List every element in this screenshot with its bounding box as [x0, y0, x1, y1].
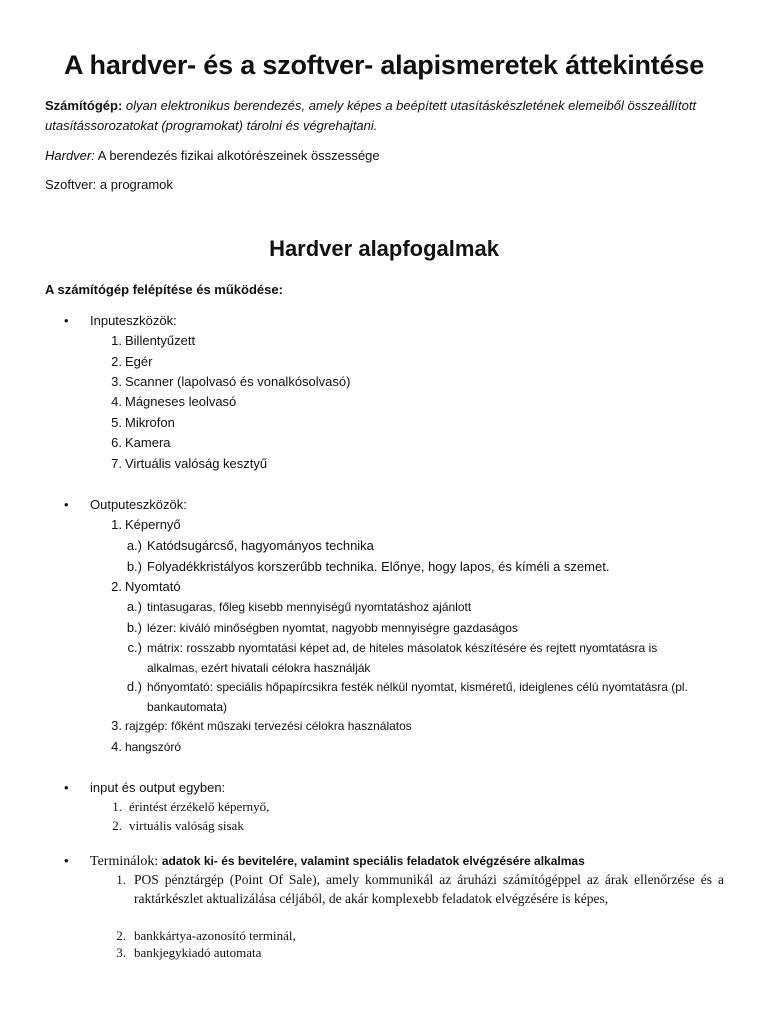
term-software: Szoftver:: [45, 177, 97, 192]
list-item: Mikrofon: [125, 415, 175, 430]
structure-heading: A számítógép felépítése és működése:: [45, 282, 283, 297]
text-software: a programok: [99, 177, 173, 192]
list-item-monitor: Képernyő: [125, 517, 181, 532]
sub-item: hőnyomtató: speciális hőpapírcsikra festék nélkül nyomtat, kisméretű, ideiglenes célú nyomtatásra (pl. bankautomata): [147, 680, 688, 714]
document-page: A hardver- és a szoftver- alapismeretek áttekintése Számítógép: olyan elektronikus berendezés, amely képes a beépített utasításkészletének elemeiből összeállított utasítássorozatokat (programokat) tárolni és végrehajtani. Hardver: A berendezés fizikai alkotórészeinek összessége Szoftver: a programok Hardver alapfogalmak A számítógép felépítése és működése: • Inputeszközök: 1. Billentyűzett 2. Egér 3. Scanner (lapolvasó és vonalkósolvasó) 4. Mágneses leolvasó 5. Mikrofon 6. Kamera 7. Virtuális valóság kesztyű • Outputeszközök: 1. Képernyő a.) Katódsugárcső, hagyományos technika b.) Folyadékkristályos korszerűbb technika. Előnye, hogy lapos, és kíméli a szemet. 2. Nyomtató a.) tintasugaras, főleg kisebb mennyiségű nyomtatáshoz ajánlott b.) lézer: kiváló minőségben nyomtat, nagyobb mennyiségre gazdaságos c.) mátrix: rosszabb nyomtatási képet ad, de hiteles másolatok készítésére és rejtett nyomtatásra is alkalmas, ezért hivatali célokra használják d.) hőnyomtató: speciális hőpapírcsikra festék nélkül nyomtat, kisméretű, ideiglenes célú nyomtatásra (pl. bankautomata) 3. rajzgép: főként műszaki tervezési célokra használatos 4. hangszóró • input és output egyben: 1. érintést érzékelő képernyő, 2. virtuális valóság sisak • Terminálok: adatok ki- és bevitelére, valamint speciális feladatok elvégzésére alkalmas 1. POS pénztárgép (Point Of Sale), amely kommunikál az áruházi számítógéppel az árak ellenőrzése és a raktárkészlet aktualizálása céljából, de akár komplexebb feladatok elvégzésére is képes, 2. bankkártya-azonosító terminál, 3. bankjegykiadó automata: [0, 0, 768, 1024]
list-item: Kamera: [125, 435, 171, 450]
list-item: Egér: [125, 354, 153, 369]
page-title: A hardver- és a szoftver- alapismeretek áttekintése: [63, 50, 705, 80]
text-hardware: A berendezés fizikai alkotórészeinek összessége: [97, 148, 380, 163]
bullet-icon: •: [64, 853, 69, 868]
term-hardware: Hardver:: [45, 148, 95, 163]
list-item: Mágneses leolvasó: [125, 394, 237, 409]
terminals-desc: adatok ki- és bevitelére, valamint speciális feladatok elvégzésére alkalmas: [161, 854, 585, 868]
sub-item: lézer: kiváló minőségben nyomtat, nagyobb mennyiségre gazdaságos: [147, 621, 518, 635]
definition-computer: [45, 96, 735, 136]
list-item: Billentyűzett: [125, 333, 196, 348]
terminals-label: Terminálok:: [90, 854, 159, 869]
sub-item: Folyadékkristályos korszerűbb technika. Előnye, hogy lapos, és kíméli a szemet.: [147, 559, 610, 574]
bullet-icon: •: [64, 780, 69, 795]
terminals-line: [90, 851, 585, 872]
text-computer: olyan elektronikus berendezés, amely képes a beépített utasításkészletének elemeiből összeállított utasítássorozatokat (programokat) tárolni és végrehajtani.: [45, 98, 697, 133]
definition-software: [45, 175, 735, 195]
section-title: Hardver alapfogalmak: [269, 236, 499, 261]
sub-item: Katódsugárcső, hagyományos technika: [147, 538, 374, 553]
list-item: Virtuális valóság kesztyű: [125, 456, 268, 471]
bullet-icon: •: [64, 313, 69, 328]
list-item: bankjegykiadó automata: [134, 945, 262, 960]
output-label: Outputeszközök:: [90, 497, 187, 512]
list-item: POS pénztárgép (Point Of Sale), amely kommunikál az áruházi számítógéppel az árak ellenőrzése és a raktárkészlet aktualizálása céljából, de akár komplexebb feladatok elvégzésére is képes,: [134, 872, 724, 906]
list-item-speaker: hangszóró: [125, 740, 182, 754]
list-item: bankkártya-azonosító terminál,: [134, 928, 296, 943]
input-label: Inputeszközök:: [90, 313, 177, 328]
list-item-printer: Nyomtató: [125, 579, 181, 594]
bullet-icon: •: [64, 497, 69, 512]
list-item: érintést érzékelő képernyő,: [129, 799, 270, 814]
sub-item: tintasugaras, főleg kisebb mennyiségű nyomtatáshoz ajánlott: [147, 600, 472, 614]
list-item: virtuális valóság sisak: [129, 818, 244, 833]
io-label: input és output egyben:: [90, 780, 226, 795]
definition-hardware: [45, 146, 735, 166]
term-computer: Számítógép:: [45, 98, 123, 113]
list-item-plotter: rajzgép: főként műszaki tervezési célokra használatos: [125, 719, 412, 733]
list-item: Scanner (lapolvasó és vonalkósolvasó): [125, 374, 351, 389]
sub-item: mátrix: rosszabb nyomtatási képet ad, de hiteles másolatok készítésére és rejtett nyomtatásra is alkalmas, ezért hivatali célokra használják: [147, 641, 658, 675]
